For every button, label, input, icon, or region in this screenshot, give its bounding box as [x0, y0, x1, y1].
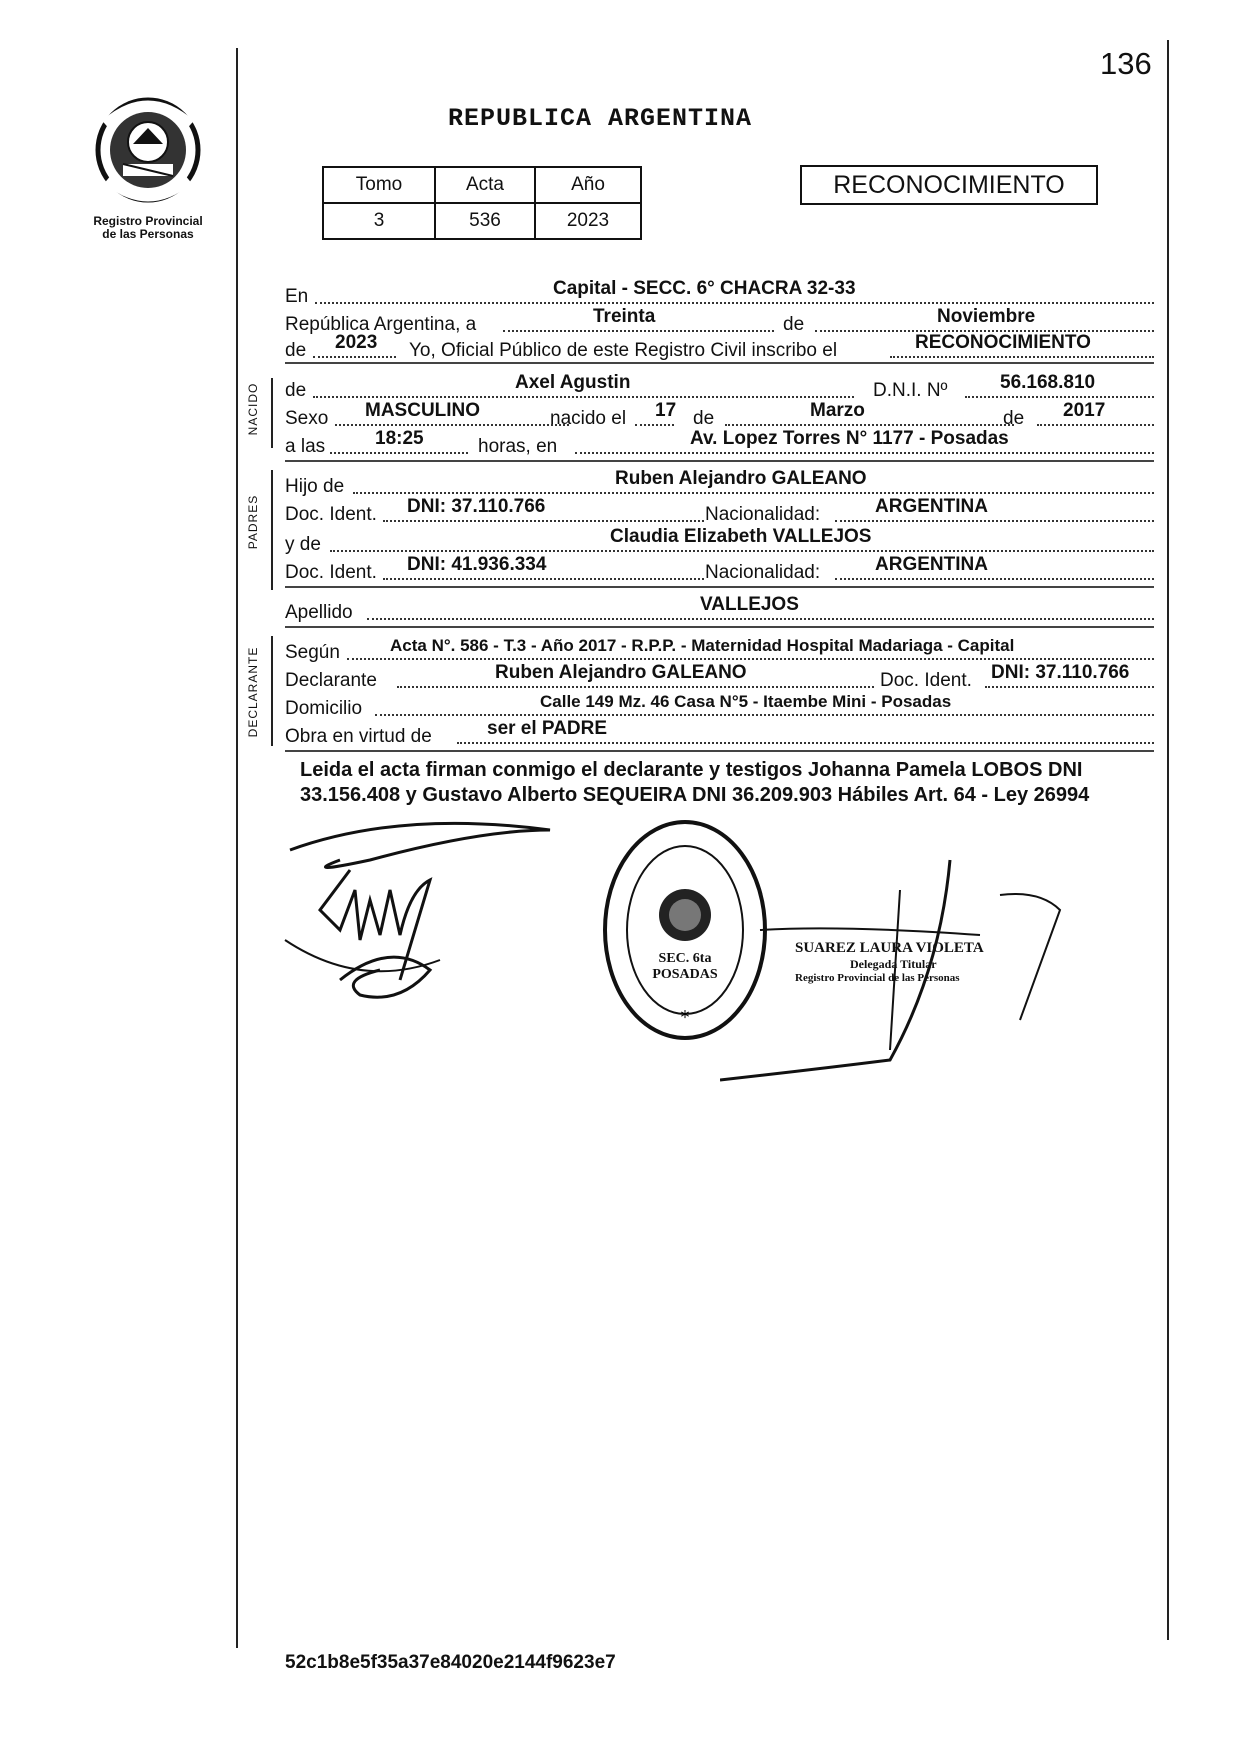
value-anio: 2023: [535, 203, 641, 239]
declarante-value: Ruben Alejandro GALEANO: [495, 662, 747, 683]
nacimiento-mes: Marzo: [810, 400, 865, 421]
declarant-signature-icon: [280, 790, 610, 1020]
horas-label: horas, en: [478, 436, 558, 457]
lugar-value: Av. Lopez Torres N° 1177 - Posadas: [690, 428, 1009, 449]
doc1-label: Doc. Ident.: [285, 504, 377, 525]
official-stamp: [795, 940, 1045, 984]
segun-value: Acta N°. 586 - T.3 - Año 2017 - R.P.P. - Maternidad Hospital Madariaga - Capital: [390, 636, 1015, 655]
dni-label: D.N.I. Nº: [873, 380, 948, 401]
padre-value: Ruben Alejandro GALEANO: [615, 468, 867, 489]
oficial-text: Yo, Oficial Público de este Registro Civil inscribo el: [409, 340, 838, 361]
section-label-padres: PADRES: [246, 494, 260, 550]
declarante-bracket: [271, 636, 273, 746]
document-title: REPUBLICA ARGENTINA: [447, 104, 753, 133]
left-margin-line: [236, 48, 238, 1648]
nacimiento-dia: 17: [655, 400, 677, 421]
seal-center-text: SEC. 6ta POSADAS: [652, 951, 718, 982]
right-margin-line: [1167, 40, 1169, 1640]
doc2-label: Doc. Ident.: [285, 562, 377, 583]
apellido-label: Apellido: [285, 602, 353, 623]
row-en: [285, 280, 1154, 308]
inscribo-value: RECONOCIMIENTO: [915, 332, 1091, 353]
madre-value: Claudia Elizabeth VALLEJOS: [610, 526, 872, 547]
nacido-label: nacido el: [550, 408, 627, 429]
row-segun: [285, 636, 1154, 664]
section-label-declarante: DECLARANTE: [246, 646, 260, 738]
value-acta: 536: [435, 203, 535, 239]
leida-paragraph: Leida el acta firman conmigo el declarante y testigos Johanna Pamela LOBOS DNI 33.156.408 y Gustavo Alberto SEQUEIRA DNI 36.209.903 Hábiles Art. 64 - Ley 26994: [300, 759, 1090, 806]
mes-value: Noviembre: [937, 306, 1036, 327]
segun-label: Según: [285, 642, 340, 663]
sexo-label: Sexo: [285, 408, 329, 429]
nacimiento-anio: 2017: [1063, 400, 1106, 421]
logo-caption-line1: Registro Provincial: [93, 214, 203, 228]
official-role: Delegada Titular: [850, 957, 937, 971]
row-apellido: [285, 596, 1154, 624]
row-inscripcion: [285, 334, 1154, 362]
document-hash: 52c1b8e5f35a37e84020e2144f9623e7: [285, 1652, 616, 1673]
de-label-3: de: [285, 380, 307, 401]
dia-value: Treinta: [593, 306, 656, 327]
nacido-bracket: [271, 378, 273, 448]
de-label-4: de: [693, 408, 715, 429]
row-sexo: [285, 402, 1154, 430]
header-acta: Acta: [435, 167, 535, 203]
registry-table: [322, 166, 642, 240]
declarante-label: Declarante: [285, 670, 377, 691]
doc2-value: DNI: 41.936.334: [407, 554, 547, 575]
hora-value: 18:25: [375, 428, 424, 449]
de-label-5: de: [1003, 408, 1025, 429]
row-padre: [285, 470, 1154, 498]
padres-bracket: [271, 470, 273, 590]
row-doc-madre: [285, 556, 1154, 584]
doc1-value: DNI: 37.110.766: [407, 496, 546, 517]
row-doc-padre: [285, 498, 1154, 526]
logo-caption-line2: de las Personas: [102, 227, 194, 241]
de-label-1: de: [783, 314, 805, 335]
row-declarante: [285, 664, 1154, 692]
dni-value: 56.168.810: [1000, 372, 1096, 393]
apellido-value: VALLEJOS: [700, 594, 799, 615]
svg-text:*: *: [680, 1007, 690, 1028]
sexo-value: MASCULINO: [365, 400, 481, 421]
domicilio-value: Calle 149 Mz. 46 Casa N°5 - Itaembe Mini - Posadas: [540, 692, 952, 711]
value-tomo: 3: [323, 203, 435, 239]
official-name: SUAREZ LAURA VIOLETA: [795, 940, 984, 956]
decl-doc-label: Doc. Ident.: [880, 670, 972, 691]
nacionalidad1-value: ARGENTINA: [875, 496, 988, 517]
y-de-label: y de: [285, 534, 321, 555]
rule-1: [285, 362, 1154, 364]
header-anio: Año: [535, 167, 641, 203]
act-type-box: RECONOCIMIENTO: [800, 165, 1098, 205]
row-nombre: [285, 374, 1154, 402]
header-tomo: Tomo: [323, 167, 435, 203]
nombre-value: Axel Agustin: [515, 372, 631, 393]
page-number: 136: [1100, 46, 1152, 81]
nacionalidad1-label: Nacionalidad:: [705, 504, 821, 525]
decl-doc-value: DNI: 37.110.766: [991, 662, 1130, 683]
nacionalidad2-value: ARGENTINA: [875, 554, 988, 575]
republica-label: República Argentina, a: [285, 314, 477, 335]
de-label-2: de: [285, 340, 307, 361]
row-domicilio: [285, 692, 1154, 720]
province-crest-icon: [93, 92, 203, 210]
nacionalidad2-label: Nacionalidad:: [705, 562, 821, 583]
domicilio-label: Domicilio: [285, 698, 363, 719]
row-hora: [285, 430, 1154, 458]
row-madre: [285, 528, 1154, 556]
rule-2: [285, 460, 1154, 462]
official-office: Registro Provincial de las Personas: [795, 972, 960, 984]
a-las-label: a las: [285, 436, 326, 457]
rule-5: [285, 750, 1154, 752]
obra-value: ser el PADRE: [487, 718, 608, 739]
anio-value: 2023: [335, 332, 378, 353]
hijo-label: Hijo de: [285, 476, 345, 497]
section-label-nacido: NACIDO: [246, 382, 260, 436]
registry-logo: [78, 92, 218, 241]
en-label: En: [285, 286, 309, 307]
obra-label: Obra en virtud de: [285, 726, 432, 747]
en-value: Capital - SECC. 6° CHACRA 32-33: [553, 278, 856, 299]
row-obra: [285, 720, 1154, 748]
rule-3: [285, 586, 1154, 588]
rule-4: [285, 626, 1154, 628]
